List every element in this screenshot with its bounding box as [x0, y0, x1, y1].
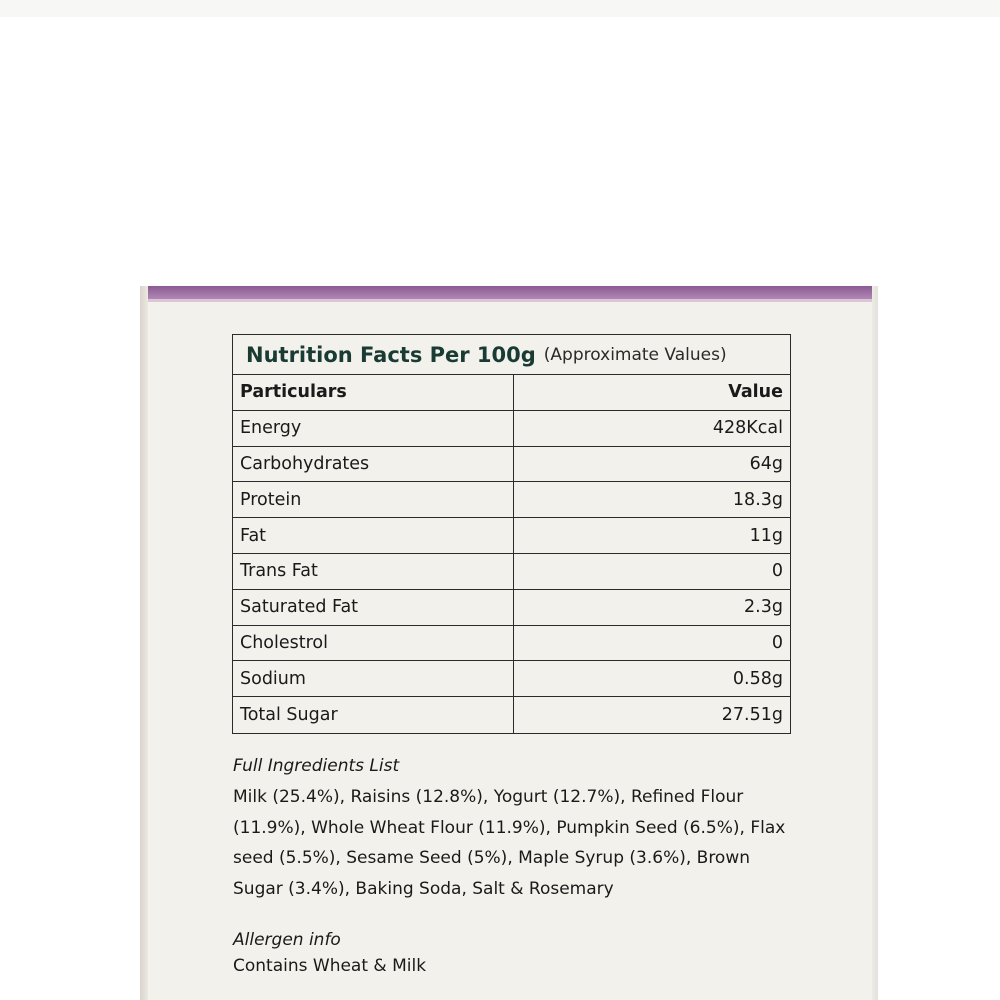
background-band	[0, 0, 1000, 17]
row-value: 428Kcal	[712, 418, 783, 439]
box-right-edge	[872, 286, 878, 1000]
product-box	[140, 286, 878, 1000]
allergen-section	[233, 930, 793, 976]
row-value: 27.51g	[721, 705, 783, 726]
row-value: 11g	[749, 525, 783, 546]
row-name: Protein	[233, 482, 514, 517]
header-value: Value	[728, 382, 783, 403]
ingredients-text: Milk (25.4%), Raisins (12.8%), Yogurt (12.7%), Refined Flour (11.9%), Whole Wheat Flour (11.9%), Pumpkin Seed (6.5%), Flax seed (5.5%), Sesame Seed (5%), Maple Syrup (3.6%), Brown Sugar (3.4%), Baking Soda, Salt & Rosemary	[233, 787, 786, 899]
ingredients-heading: Full Ingredients List	[233, 756, 400, 776]
table-row	[233, 626, 790, 662]
nutrition-table	[232, 334, 791, 734]
row-name: Cholestrol	[233, 626, 514, 661]
row-name: Fat	[233, 518, 514, 553]
row-value: 18.3g	[732, 489, 783, 510]
table-row	[233, 661, 790, 697]
row-name: Energy	[233, 411, 514, 446]
table-row	[233, 590, 790, 626]
header-particulars: Particulars	[233, 375, 514, 410]
allergen-text: Contains Wheat & Milk	[233, 956, 427, 976]
row-value: 2.3g	[744, 597, 783, 618]
table-row	[233, 697, 790, 733]
row-value: 0	[771, 561, 783, 582]
row-value: 64g	[749, 453, 783, 474]
row-name: Total Sugar	[233, 697, 514, 733]
row-name: Carbohydrates	[233, 447, 514, 482]
table-row	[233, 447, 790, 483]
table-row	[233, 482, 790, 518]
table-row	[233, 554, 790, 590]
row-name: Trans Fat	[233, 554, 514, 589]
row-name: Saturated Fat	[233, 590, 514, 625]
nutrition-title: Nutrition Facts Per 100g	[246, 342, 536, 367]
ingredients-section	[233, 756, 793, 976]
table-header-row	[233, 375, 790, 411]
allergen-heading: Allergen info	[233, 930, 341, 950]
nutrition-title-row	[233, 335, 790, 375]
table-row	[233, 518, 790, 554]
table-row	[233, 411, 790, 447]
row-value: 0	[771, 632, 783, 653]
box-top-edge	[140, 286, 878, 300]
row-name: Sodium	[233, 661, 514, 696]
row-value: 0.58g	[732, 668, 783, 689]
nutrition-subtitle: (Approximate Values)	[543, 344, 727, 365]
box-left-edge	[140, 286, 148, 1000]
